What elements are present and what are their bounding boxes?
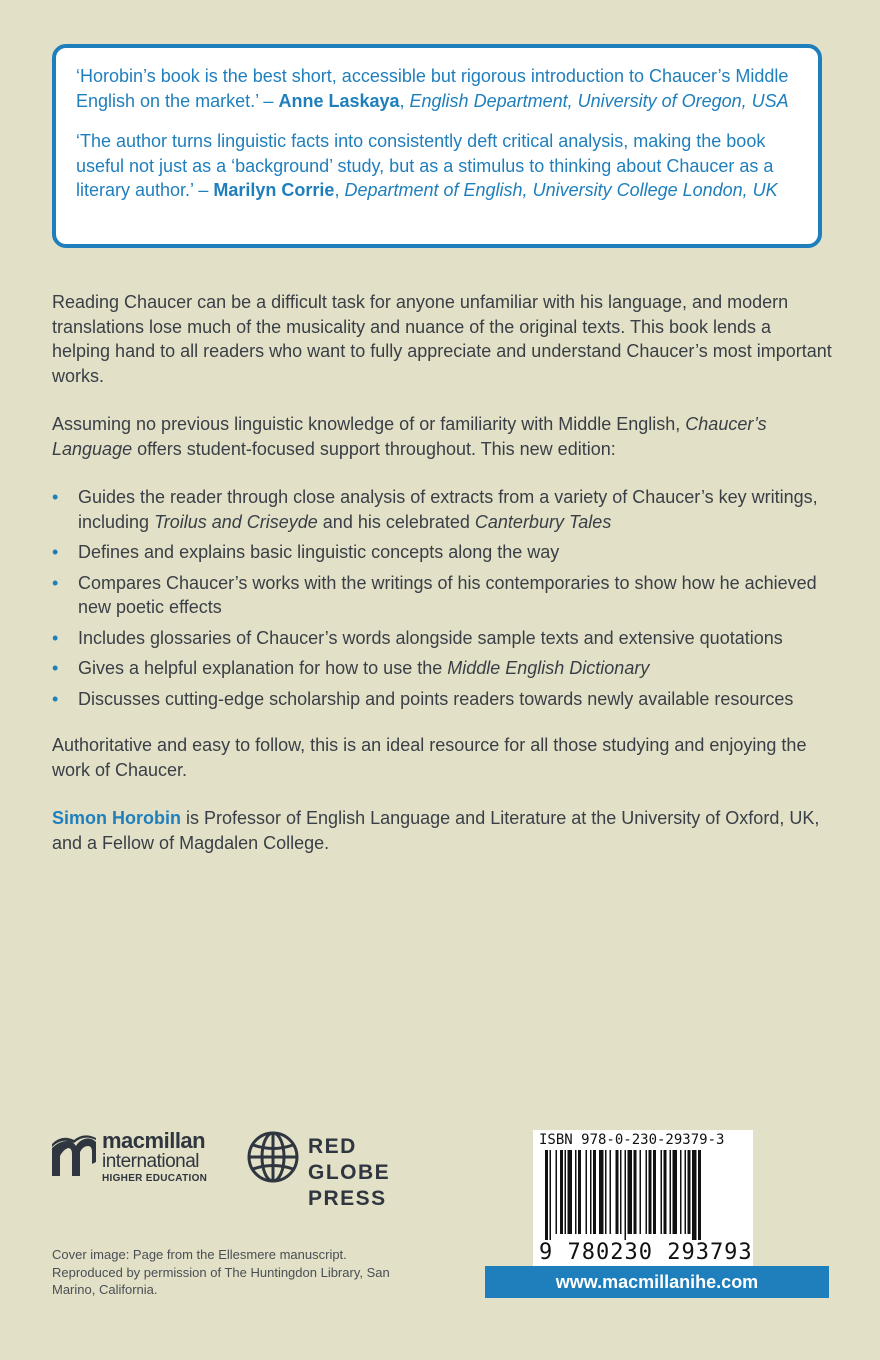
- feature-list: [52, 485, 834, 711]
- review-quote-2: ‘The author turns linguistic facts into consistently deft critical analysis, making the book useful not just as a ‘background’ study, but as a stimulus to thinking about Chaucer as a literary author.’ – Marilyn Corrie, Department of English, University College London, UK: [76, 131, 778, 200]
- book-title: Chaucer’s Language: [52, 414, 767, 459]
- feature-item: • Discusses cutting-edge scholarship and points readers towards newly available resources: [52, 687, 834, 712]
- quote-affiliation-1: English Department, University of Oregon, USA: [409, 90, 789, 111]
- review-quote-1: ‘Horobin’s book is the best short, accessible but rigorous introduction to Chaucer’s Middle English on the market.’ – Anne Laskaya, English Department, University of Oregon, USA: [76, 66, 789, 111]
- author-name: Simon Horobin: [52, 808, 181, 828]
- isbn-text: ISBN 978-0-230-29379-3: [539, 1132, 725, 1148]
- red-globe-press-logo: RED GLOBE PRESS: [246, 1130, 446, 1190]
- intro-paragraph: Reading Chaucer can be a difficult task for anyone unfamiliar with his language, and modern translations lose much of the musicality and nuance of the original texts. This book lends a helping hand to all readers who want to fully appreciate and understand Chaucer’s most important works.: [52, 292, 832, 386]
- bullet-icon: •: [52, 572, 59, 593]
- assuming-paragraph: Assuming no previous linguistic knowledge of or familiarity with Middle English, Chaucer’s Language offers student-focused support throughout. This new edition:: [52, 414, 767, 459]
- bullet-icon: •: [52, 542, 59, 562]
- cover-image-credit: Cover image: Page from the Ellesmere manuscript. Reproduced by permission of The Huntingdon Library, San Marino, California.: [52, 1247, 390, 1297]
- quote-affiliation-2: Department of English, University College London, UK: [344, 180, 778, 200]
- publisher-url[interactable]: www.macmillanihe.com: [485, 1266, 829, 1298]
- isbn-barcode: [533, 1130, 753, 1266]
- blurb-body: [52, 290, 834, 879]
- bullet-icon: •: [52, 627, 59, 648]
- barcode-digits: 9 780230 293793: [539, 1240, 753, 1265]
- quote-author-1: Anne Laskaya: [278, 90, 400, 111]
- globe-icon: [246, 1130, 300, 1184]
- quote-author-2: Marilyn Corrie: [213, 180, 335, 200]
- closing-paragraph: Authoritative and easy to follow, this is an ideal resource for all those studying and enjoying the work of Chaucer.: [52, 735, 807, 780]
- review-quotes-box: [52, 44, 822, 248]
- macmillan-m-icon: [52, 1134, 96, 1176]
- feature-item: • Compares Chaucer’s works with the writings of his contemporaries to show how he achieved new poetic effects: [52, 572, 817, 617]
- barcode-icon: [537, 1150, 749, 1240]
- author-bio: Simon Horobin is Professor of English Language and Literature at the University of Oxford, UK, and a Fellow of Magdalen College.: [52, 808, 820, 853]
- bullet-icon: •: [52, 487, 59, 507]
- feature-item: • Includes glossaries of Chaucer’s words alongside sample texts and extensive quotations: [52, 626, 834, 651]
- bullet-icon: •: [52, 658, 59, 678]
- macmillan-logo: macmillan international HIGHER EDUCATION: [52, 1130, 232, 1190]
- feature-item: • Defines and explains basic linguistic concepts along the way: [52, 540, 834, 565]
- bullet-icon: •: [52, 688, 59, 709]
- feature-item: • Gives a helpful explanation for how to use the Middle English Dictionary: [52, 656, 834, 681]
- feature-item: • Guides the reader through close analysis of extracts from a variety of Chaucer’s key writings, including Troilus and Criseyde and his celebrated Canterbury Tales: [52, 487, 818, 532]
